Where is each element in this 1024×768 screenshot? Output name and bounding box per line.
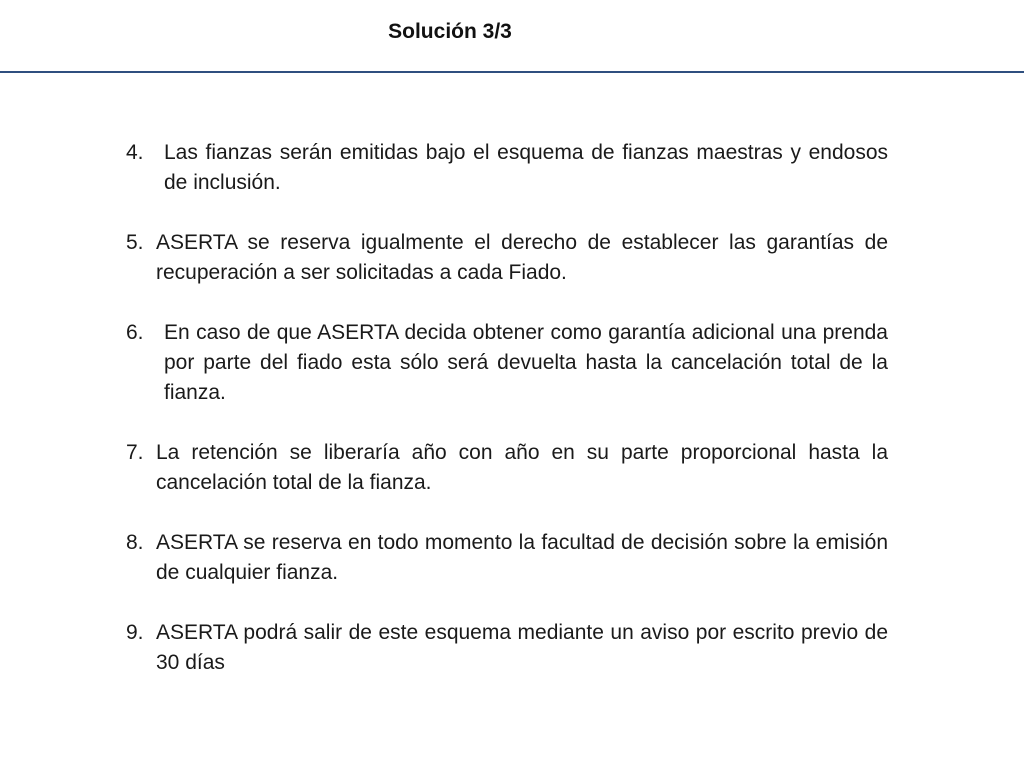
title-divider — [0, 71, 1024, 73]
item-number: 9. — [126, 621, 144, 644]
item-text: ASERTA podrá salir de este esquema mediante un aviso por escrito previo de 30 días — [156, 621, 888, 674]
list-item-9 — [126, 618, 888, 678]
item-number: 4. — [126, 141, 144, 164]
numbered-list — [126, 138, 888, 708]
list-item-5 — [126, 228, 888, 288]
item-number: 7. — [126, 441, 144, 464]
item-text: Las fianzas serán emitidas bajo el esquema de fianzas maestras y endosos de inclusión. — [164, 141, 888, 194]
item-text: ASERTA se reserva en todo momento la facultad de decisión sobre la emisión de cualquier fianza. — [156, 531, 888, 584]
list-item-4 — [126, 138, 888, 198]
item-number: 6. — [126, 321, 144, 344]
list-item-6 — [126, 318, 888, 408]
slide-title: Solución 3/3 — [388, 20, 512, 43]
item-text: En caso de que ASERTA decida obtener como garantía adicional una prenda por parte del fiado esta sólo será devuelta hasta la cancelación total de la fianza. — [164, 321, 888, 404]
item-number: 5. — [126, 231, 144, 254]
list-item-8 — [126, 528, 888, 588]
item-text: ASERTA se reserva igualmente el derecho de establecer las garantías de recuperación a ser solicitadas a cada Fiado. — [156, 231, 888, 284]
item-text: La retención se liberaría año con año en su parte proporcional hasta la cancelación total de la fianza. — [156, 441, 888, 494]
item-number: 8. — [126, 531, 144, 554]
list-item-7 — [126, 438, 888, 498]
